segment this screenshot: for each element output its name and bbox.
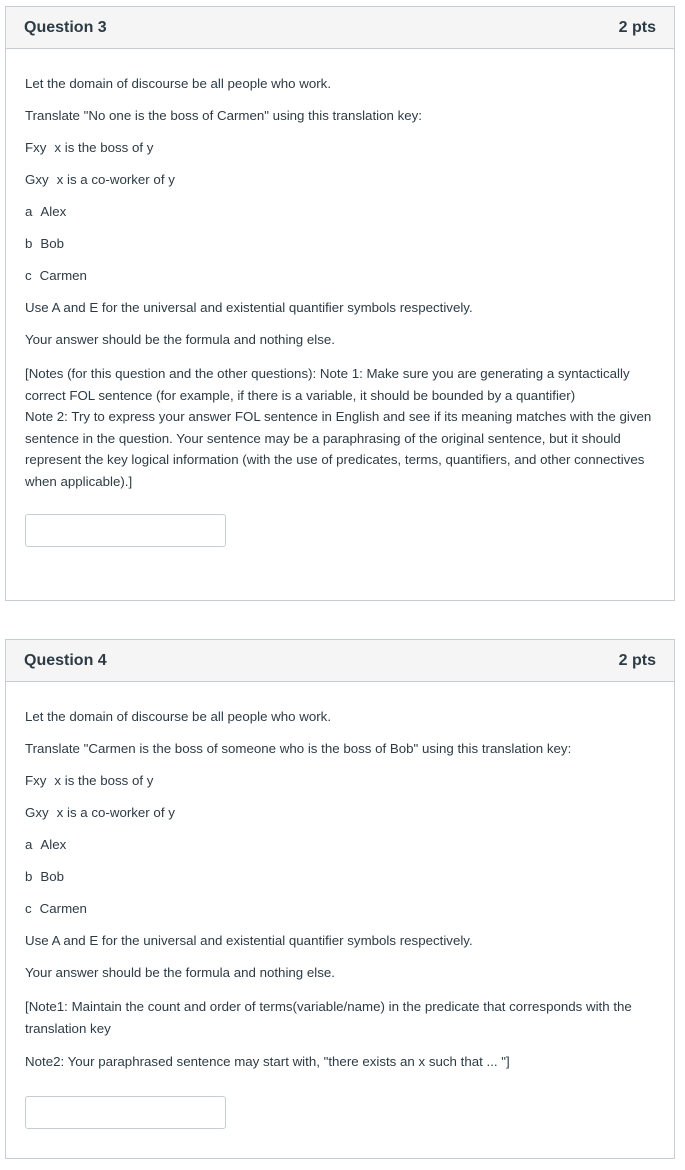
question-4-note-1: [Note1: Maintain the count and order of terms(variable/name) in the predicate that corresponds with the translation key <box>25 999 632 1036</box>
key-symbol: a <box>25 204 33 219</box>
question-3-quantifier-instruction: Use A and E for the universal and existential quantifier symbols respectively. <box>25 300 473 315</box>
key-meaning: x is the boss of y <box>54 140 154 155</box>
question-3-card <box>5 6 675 601</box>
key-meaning: x is a co-worker of y <box>56 172 175 187</box>
question-3-translate-prompt: Translate "No one is the boss of Carmen" using this translation key: <box>25 108 422 123</box>
question-3-domain: Let the domain of discourse be all people who work. <box>25 76 332 91</box>
key-meaning: Alex <box>40 204 67 219</box>
question-4-answer-rule: Your answer should be the formula and nothing else. <box>25 965 335 980</box>
key-symbol: c <box>25 901 32 916</box>
question-3-header <box>6 7 674 49</box>
question-4-note-2: Note2: Your paraphrased sentence may start with, "there exists an x such that ... "] <box>25 1054 510 1069</box>
question-4-key-row <box>25 836 656 854</box>
question-3-key-row <box>25 267 656 285</box>
question-4-key-row <box>25 772 656 790</box>
question-3-note-2: Note 2: Try to express your answer FOL sentence in English and see if its meaning matches with the given sentence in the question. Your sentence may be a paraphrasing of the original sentence, but it should represent the key logical information (with the use of predicates, terms, quantifiers, and other connectives when applicable).] <box>25 409 652 489</box>
key-meaning: x is a co-worker of y <box>56 805 175 820</box>
question-3-notes <box>25 363 656 492</box>
key-symbol: b <box>25 869 33 884</box>
question-4-translate-prompt: Translate "Carmen is the boss of someone who is the boss of Bob" using this translation key: <box>25 741 572 756</box>
question-3-note-1: [Notes (for this question and the other questions): Note 1: Make sure you are generating a syntactically correct FOL sentence (for example, if there is a variable, it should be bounded by a quantifier) <box>25 366 630 403</box>
question-4-points: 2 pts <box>618 651 656 669</box>
key-meaning: x is the boss of y <box>54 773 154 788</box>
key-meaning: Carmen <box>39 268 87 283</box>
key-symbol: Fxy <box>25 773 47 788</box>
question-3-answer-input[interactable] <box>25 514 226 547</box>
key-symbol: Gxy <box>25 172 49 187</box>
key-symbol: Fxy <box>25 140 47 155</box>
key-meaning: Alex <box>40 837 67 852</box>
key-symbol: Gxy <box>25 805 49 820</box>
key-symbol: a <box>25 837 33 852</box>
key-meaning: Carmen <box>39 901 87 916</box>
question-3-body <box>6 49 674 573</box>
key-symbol: b <box>25 236 33 251</box>
question-3-key-row <box>25 171 656 189</box>
question-3-answer-rule: Your answer should be the formula and nothing else. <box>25 332 335 347</box>
question-3-key-row <box>25 139 656 157</box>
question-4-quantifier-instruction: Use A and E for the universal and existential quantifier symbols respectively. <box>25 933 473 948</box>
question-4-header <box>6 640 674 682</box>
question-4-key-row <box>25 868 656 886</box>
question-3-key-row <box>25 203 656 221</box>
question-3-key-row <box>25 235 656 253</box>
question-3-points: 2 pts <box>618 18 656 36</box>
question-4-key-row <box>25 804 656 822</box>
question-4-card <box>5 639 675 1159</box>
question-4-key-row <box>25 900 656 918</box>
question-4-body <box>6 682 674 1155</box>
key-meaning: Bob <box>40 869 65 884</box>
question-4-answer-input[interactable] <box>25 1096 226 1129</box>
question-4-title: Question 4 <box>24 651 107 669</box>
question-3-title: Question 3 <box>24 18 107 36</box>
key-meaning: Bob <box>40 236 65 251</box>
question-4-domain: Let the domain of discourse be all people who work. <box>25 709 332 724</box>
key-symbol: c <box>25 268 32 283</box>
